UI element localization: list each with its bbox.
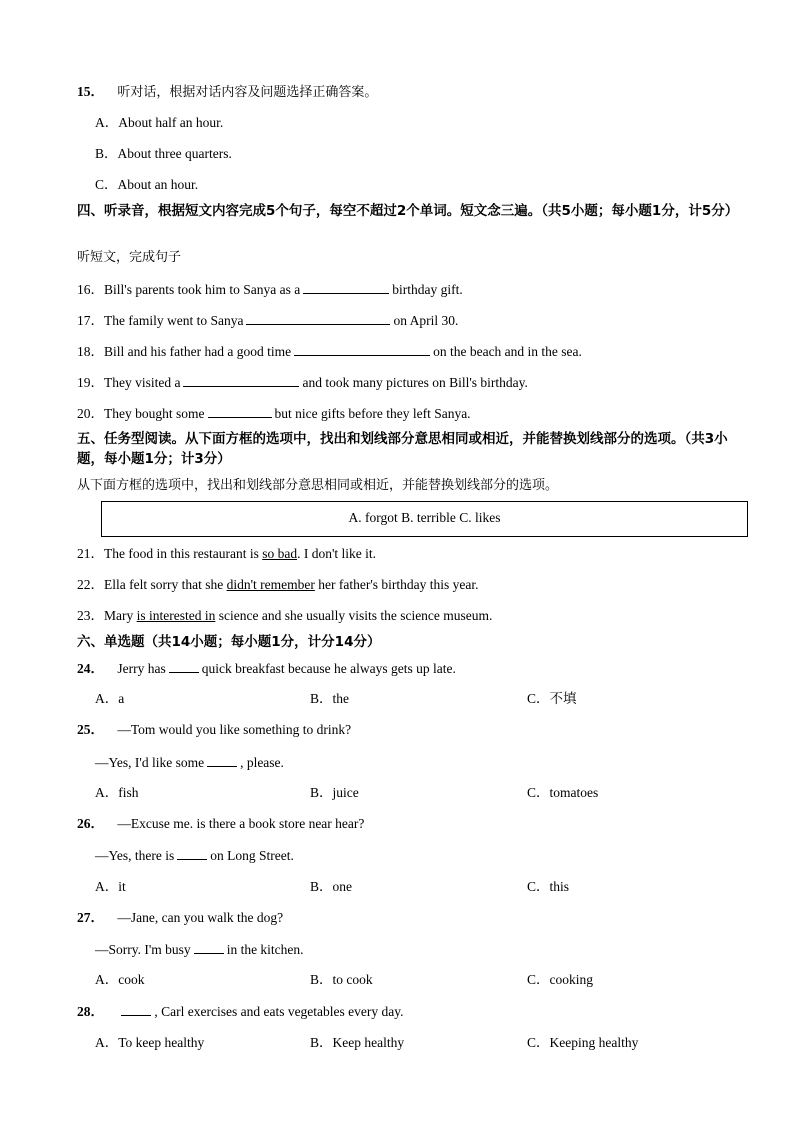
section-4-instruction: 听短文，完成句子 bbox=[77, 250, 182, 265]
q26-text-after: on Long Street. bbox=[210, 848, 294, 863]
answer-blank bbox=[169, 659, 199, 673]
q25-text-after: , please. bbox=[240, 755, 284, 770]
q23-text-after: science and she usually visits the science museum. bbox=[218, 608, 493, 623]
q25-line-2 bbox=[95, 753, 284, 772]
q26-text-before: —Yes, there is bbox=[95, 848, 175, 863]
options-box bbox=[101, 501, 748, 537]
question-number: 27． bbox=[77, 910, 104, 925]
question-16 bbox=[77, 280, 463, 299]
q28-option-c: C．Keeping healthy bbox=[527, 1035, 639, 1050]
q17-text-after: on April 30. bbox=[393, 313, 459, 328]
q23-text-before: 23．Mary bbox=[77, 608, 134, 623]
q18-text-after: on the beach and in the sea. bbox=[433, 344, 582, 359]
question-15 bbox=[77, 83, 377, 102]
answer-blank bbox=[208, 404, 272, 418]
q28-text-after: , Carl exercises and eats vegetables every day. bbox=[154, 1004, 404, 1019]
question-21 bbox=[77, 545, 376, 563]
q28-option-b: B．Keep healthy bbox=[310, 1035, 405, 1050]
section-6-heading: 六、单选题（共14小题；每小题1分，计分14分） bbox=[77, 634, 381, 650]
q19-text-before: 19．They visited a bbox=[77, 375, 181, 390]
question-stem: 听对话，根据对话内容及问题选择正确答案。 bbox=[117, 85, 378, 100]
q27-line-1: —Jane, can you walk the dog? bbox=[117, 910, 284, 925]
answer-blank bbox=[121, 1002, 151, 1016]
q21-text-before: 21．The food in this restaurant is bbox=[77, 546, 259, 561]
question-26 bbox=[77, 815, 364, 833]
underlined-phrase: so bad bbox=[262, 546, 298, 561]
q25-text-before: —Yes, I'd like some bbox=[95, 755, 205, 770]
q27-text-after: in the kitchen. bbox=[226, 942, 304, 957]
q16-text-after: birthday gift. bbox=[392, 282, 463, 297]
answer-blank bbox=[177, 846, 207, 860]
q18-text-before: 18．Bill and his father had a good time bbox=[77, 344, 292, 359]
underlined-phrase: didn't remember bbox=[226, 577, 315, 592]
question-number: 25． bbox=[77, 722, 104, 737]
q26-option-c: C．this bbox=[527, 879, 570, 894]
q16-text-before: 16．Bill's parents took him to Sanya as a bbox=[77, 282, 301, 297]
answer-blank bbox=[194, 940, 224, 954]
question-23 bbox=[77, 607, 492, 625]
question-25 bbox=[77, 721, 351, 739]
question-number: 28． bbox=[77, 1004, 104, 1019]
answer-blank bbox=[294, 342, 430, 356]
q26-line-1: —Excuse me. is there a book store near hear? bbox=[117, 816, 365, 831]
q25-option-c: C．tomatoes bbox=[527, 785, 599, 800]
question-17 bbox=[77, 311, 458, 330]
q17-text-before: 17．The family went to Sanya bbox=[77, 313, 244, 328]
q26-option-b: B．one bbox=[310, 879, 352, 894]
question-19 bbox=[77, 373, 528, 392]
q27-line-2 bbox=[95, 940, 304, 959]
answer-blank bbox=[246, 311, 390, 325]
q22-text-before: 22．Ella felt sorry that she bbox=[77, 577, 224, 592]
q25-option-a: A．fish bbox=[95, 785, 139, 800]
q27-option-c: C．cooking bbox=[527, 972, 593, 987]
underlined-phrase: is interested in bbox=[136, 608, 216, 623]
q20-text-after: but nice gifts before they left Sanya. bbox=[274, 406, 471, 421]
q24-text-after: quick breakfast because he always gets up late. bbox=[201, 661, 456, 676]
q27-option-a: A．cook bbox=[95, 972, 145, 987]
q26-line-2 bbox=[95, 846, 294, 865]
options-box-text: A. forgot B. terrible C. likes bbox=[348, 510, 501, 525]
q24-option-a: A．a bbox=[95, 691, 125, 706]
q21-text-after: . I don't like it. bbox=[297, 546, 377, 561]
question-number: 15． bbox=[77, 84, 104, 99]
q27-text-before: —Sorry. I'm busy bbox=[95, 942, 191, 957]
q27-option-b: B．to cook bbox=[310, 972, 373, 987]
answer-blank bbox=[303, 280, 389, 294]
section-5-instruction: 从下面方框的选项中，找出和划线部分意思相同或相近，并能替换划线部分的选项。 bbox=[77, 478, 559, 493]
q20-text-before: 20．They bought some bbox=[77, 406, 205, 421]
q25-option-b: B．juice bbox=[310, 785, 359, 800]
q22-text-after: her father's birthday this year. bbox=[318, 577, 479, 592]
section-4-heading: 四、听录音，根据短文内容完成5个句子，每空不超过2个单词。短文念三遍。（共5小题；每小题1分，计5分） bbox=[77, 203, 739, 219]
answer-blank bbox=[207, 753, 237, 767]
q24-text-before: Jerry has bbox=[117, 661, 166, 676]
q26-option-a: A．it bbox=[95, 879, 126, 894]
question-number: 26． bbox=[77, 816, 104, 831]
q25-line-1: —Tom would you like something to drink? bbox=[117, 722, 352, 737]
question-20 bbox=[77, 404, 471, 423]
question-28 bbox=[77, 1002, 404, 1021]
question-number: 24． bbox=[77, 661, 104, 676]
section-5-heading: 五、任务型阅读。从下面方框的选项中，找出和划线部分意思相同或相近，并能替换划线部分的选项。（共3小题，每小题1分；计3分） bbox=[77, 431, 728, 467]
answer-blank bbox=[183, 373, 299, 387]
question-22 bbox=[77, 576, 479, 594]
question-18 bbox=[77, 342, 582, 361]
question-27 bbox=[77, 909, 283, 927]
question-24 bbox=[77, 659, 456, 678]
q19-text-after: and took many pictures on Bill's birthday. bbox=[302, 375, 528, 390]
q15-option-b: B．About three quarters. bbox=[95, 146, 232, 161]
q24-option-c: C．不填 bbox=[527, 691, 577, 706]
q24-option-b: B．the bbox=[310, 691, 349, 706]
q15-option-a: A．About half an hour. bbox=[95, 115, 224, 130]
q28-option-a: A．To keep healthy bbox=[95, 1035, 205, 1050]
q15-option-c: C．About an hour. bbox=[95, 177, 199, 192]
